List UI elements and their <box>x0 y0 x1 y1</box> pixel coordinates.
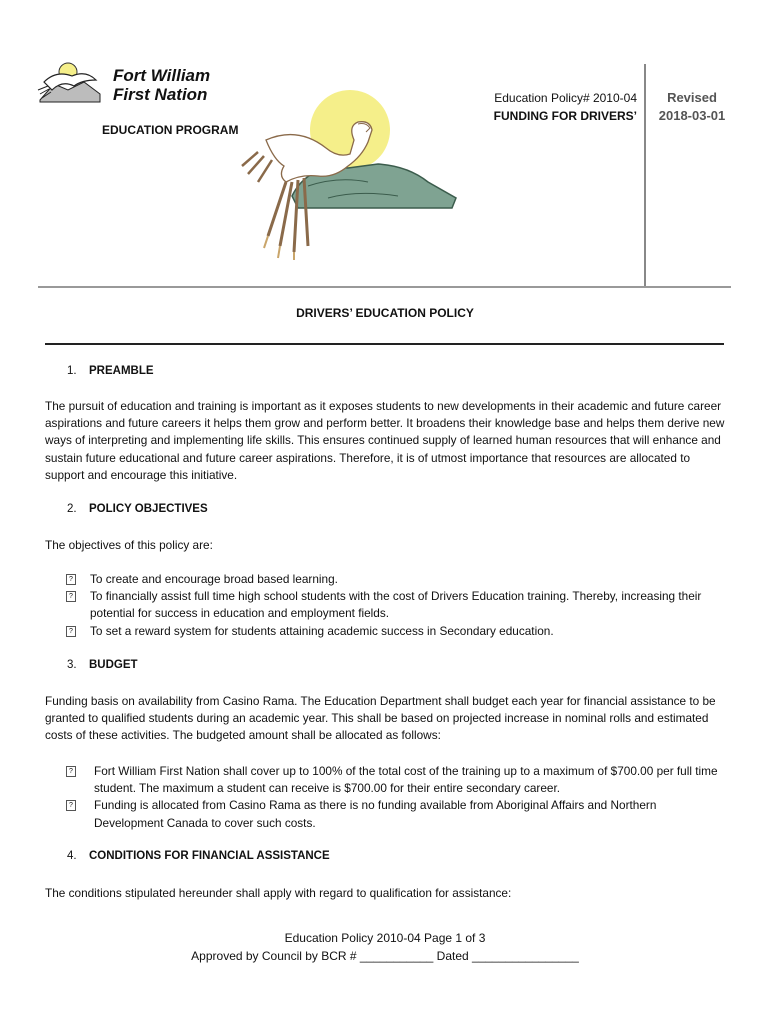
list-item <box>66 588 726 622</box>
bullet-icon: ? <box>66 626 76 637</box>
list-item-text: To financially assist full time high school students with the cost of Drivers Education training. Thereby, increasing their potential for success in education and employment fields. <box>90 589 702 621</box>
list-item-text: Fort William First Nation shall cover up to 100% of the total cost of the training up to a maximum of $700.00 per full time student. The maximum a student can receive is $700.00 for their entire secondary career. <box>94 764 718 796</box>
section-number: 1. <box>67 365 77 377</box>
objectives-intro: The objectives of this policy are: <box>45 538 213 552</box>
bullet-icon: ? <box>66 574 76 585</box>
list-item <box>66 797 726 831</box>
header-divider <box>38 286 731 288</box>
budget-text: Funding basis on availability from Casino Rama. The Education Department shall budget each year for financial assistance to be granted to qualified students during an academic year. This shall be based on projected increase in nominal rolls and estimated costs of these activities. The budgeted amount shall be allocated as follows: <box>45 694 716 743</box>
revised-label: Revised <box>667 90 717 105</box>
list-item <box>66 763 726 797</box>
footer-approval: Approved by Council by BCR # ___________ Dated ________________ <box>191 949 579 963</box>
eagle-illustration-icon <box>238 86 470 262</box>
footer-page-info: Education Policy 2010-04 Page 1 of 3 <box>284 931 486 945</box>
list-item-text: Funding is allocated from Casino Rama as there is no funding available from Aboriginal Affairs and Northern Development Canada to cover such costs. <box>94 798 657 830</box>
revision-block <box>652 89 732 125</box>
policy-number: Education Policy# 2010-04 <box>494 91 637 105</box>
list-item <box>66 623 726 640</box>
section-heading-budget <box>67 659 138 671</box>
section-title: PREAMBLE <box>89 365 154 377</box>
fort-william-logo-icon <box>34 60 106 110</box>
section-number: 3. <box>67 659 77 671</box>
conditions-text: The conditions stipulated hereunder shall apply with regard to qualification for assistance: <box>45 886 512 900</box>
bullet-icon: ? <box>66 800 76 811</box>
objectives-list <box>66 571 726 640</box>
preamble-text: The pursuit of education and training is important as it exposes students to new developments in their academic and future career aspirations and future careers it helps them grow and perform better. It broadens their knowledge base and helps them derive new ways of interpreting and implementing life skills. This ensures continued supply of learned human resources that will enhance and sustain future educational and future career aspirations. Therefore, it is of utmost importance that resources are allocated to support and encourage this initiative. <box>45 399 725 482</box>
list-item-text: To set a reward system for students attaining academic success in Secondary education. <box>90 623 554 638</box>
section-title: CONDITIONS FOR FINANCIAL ASSISTANCE <box>89 850 330 862</box>
list-item <box>66 571 726 588</box>
section-heading-conditions <box>67 850 330 862</box>
section-number: 2. <box>67 503 77 515</box>
section-heading-objectives <box>67 503 208 515</box>
organization-name <box>113 66 210 104</box>
budget-list <box>66 763 726 832</box>
policy-number-block <box>494 89 637 125</box>
logo-line-1: Fort William <box>113 66 211 85</box>
program-label: EDUCATION PROGRAM <box>102 123 239 137</box>
vertical-divider <box>644 64 646 286</box>
section-title: BUDGET <box>89 659 138 671</box>
bullet-icon: ? <box>66 766 76 777</box>
page-title: DRIVERS’ EDUCATION POLICY <box>296 306 474 320</box>
policy-subject: FUNDING FOR DRIVERS’ <box>493 109 637 123</box>
revised-date: 2018-03-01 <box>658 108 726 123</box>
logo-line-2: First Nation <box>113 85 208 104</box>
page-footer <box>0 929 770 965</box>
bullet-icon: ? <box>66 591 76 602</box>
section-number: 4. <box>67 850 77 862</box>
section-title: POLICY OBJECTIVES <box>89 503 208 515</box>
list-item-text: To create and encourage broad based learning. <box>90 572 338 586</box>
section-heading-preamble <box>67 365 154 377</box>
title-divider <box>45 343 724 345</box>
